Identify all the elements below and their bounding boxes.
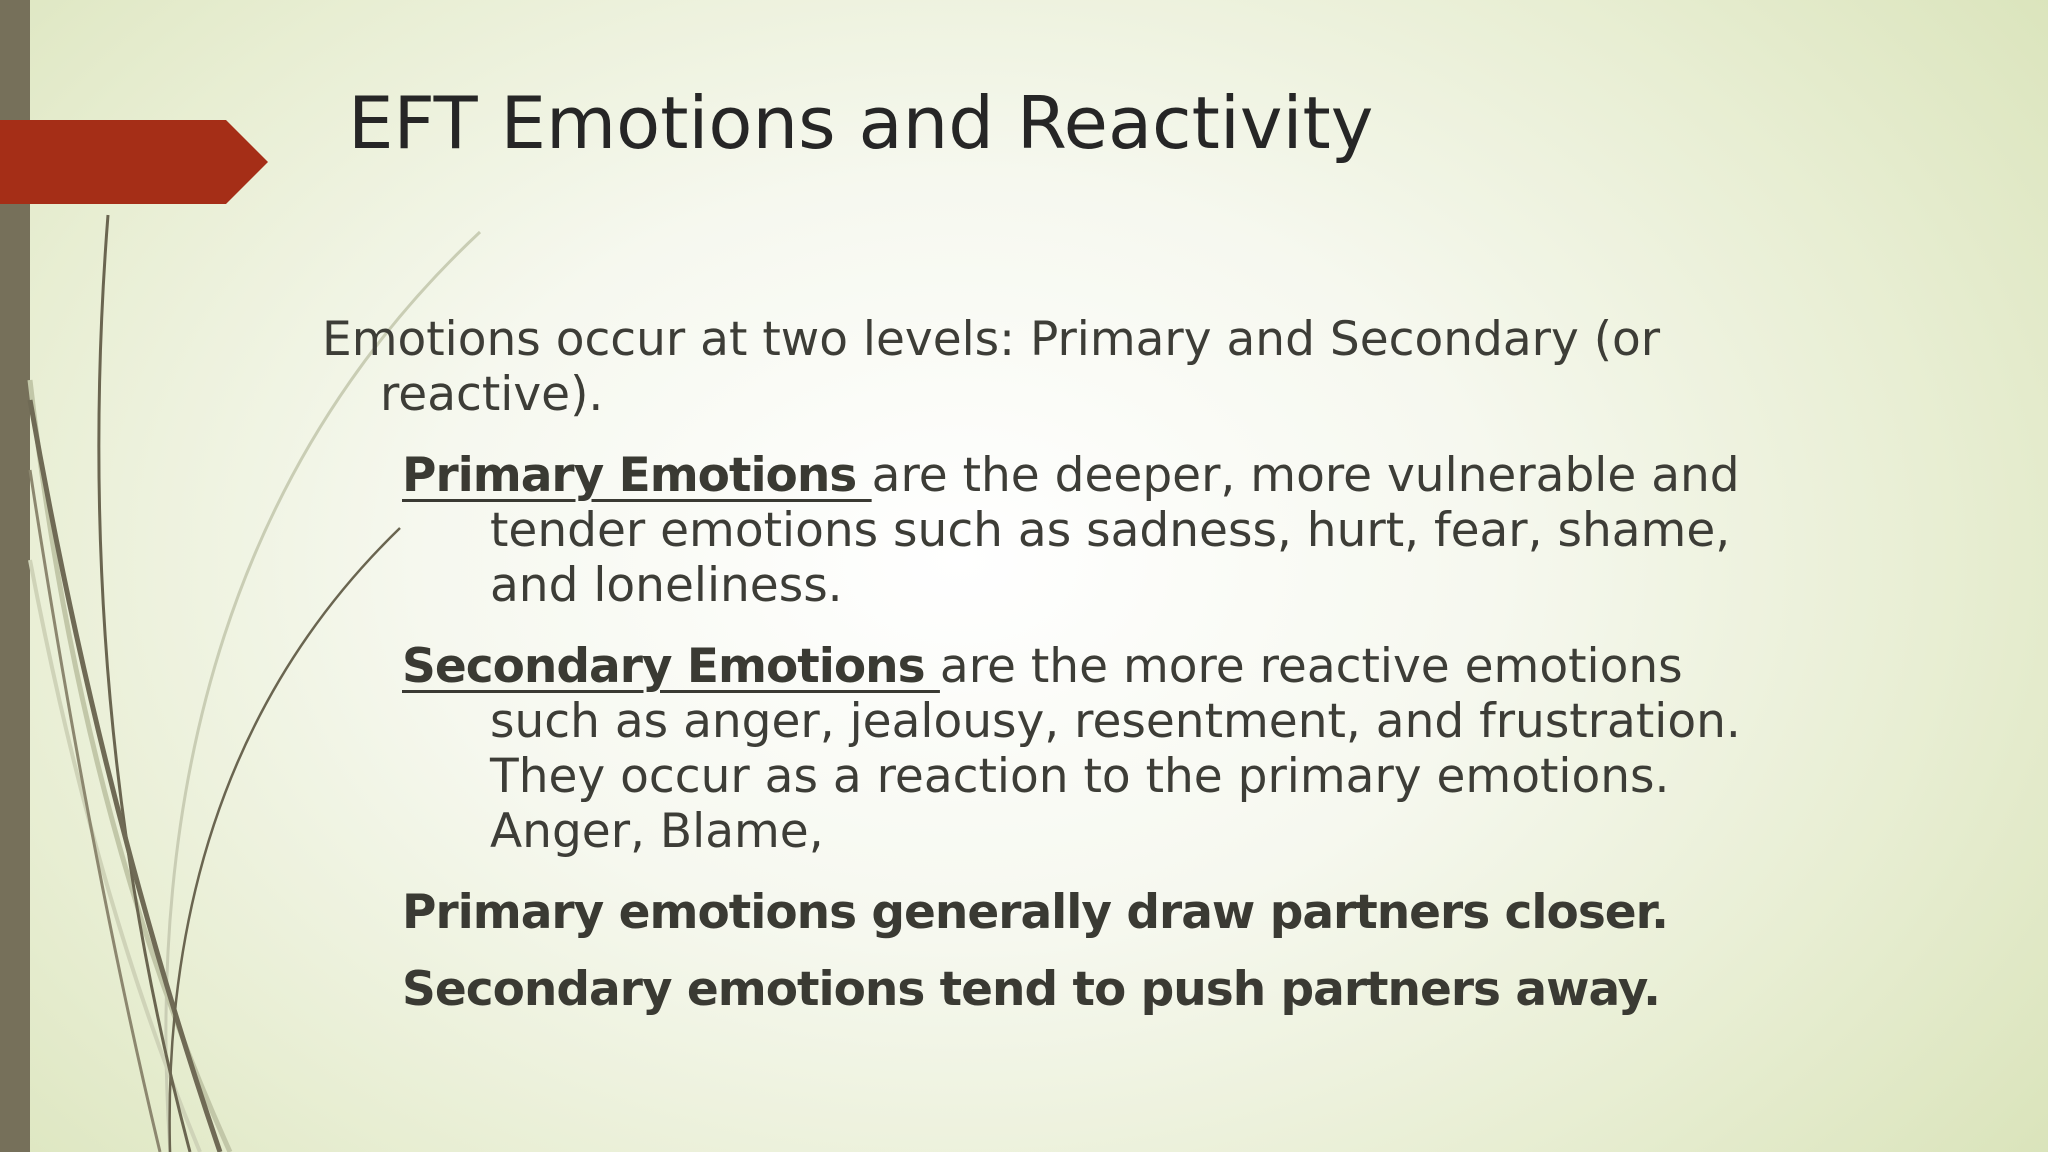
secondary-statement: Secondary emotions tend to push partners away. xyxy=(402,962,1660,1017)
intro-paragraph: Emotions occur at two levels: Primary and Secondary (or reactive). xyxy=(322,312,1661,422)
accent-tab xyxy=(0,120,268,204)
primary-emotions-text: are the deeper, more vulnerable and tender emotions such as sadness, hurt, fear, shame, and loneliness. xyxy=(490,448,1740,613)
curve-dark-2 xyxy=(30,400,220,1152)
slide-body xyxy=(322,312,1742,1039)
secondary-emotions-bullet xyxy=(402,639,1742,859)
primary-statement: Primary emotions generally draw partners closer. xyxy=(402,885,1669,940)
primary-emotions-bullet xyxy=(402,448,1742,613)
curve-dark-4 xyxy=(30,470,160,1152)
curve-faint-2 xyxy=(30,380,230,1152)
curve-faint-3 xyxy=(30,560,200,1152)
slide-title: EFT Emotions and Reactivity xyxy=(348,81,1374,165)
secondary-emotions-term: Secondary Emotions xyxy=(402,639,940,694)
primary-emotions-term: Primary Emotions xyxy=(402,448,872,503)
secondary-emotions-text: are the more reactive emotions such as anger, jealousy, resentment, and frustration. They occur as a reaction to the primary emotions. Anger, Blame, xyxy=(490,639,1741,859)
